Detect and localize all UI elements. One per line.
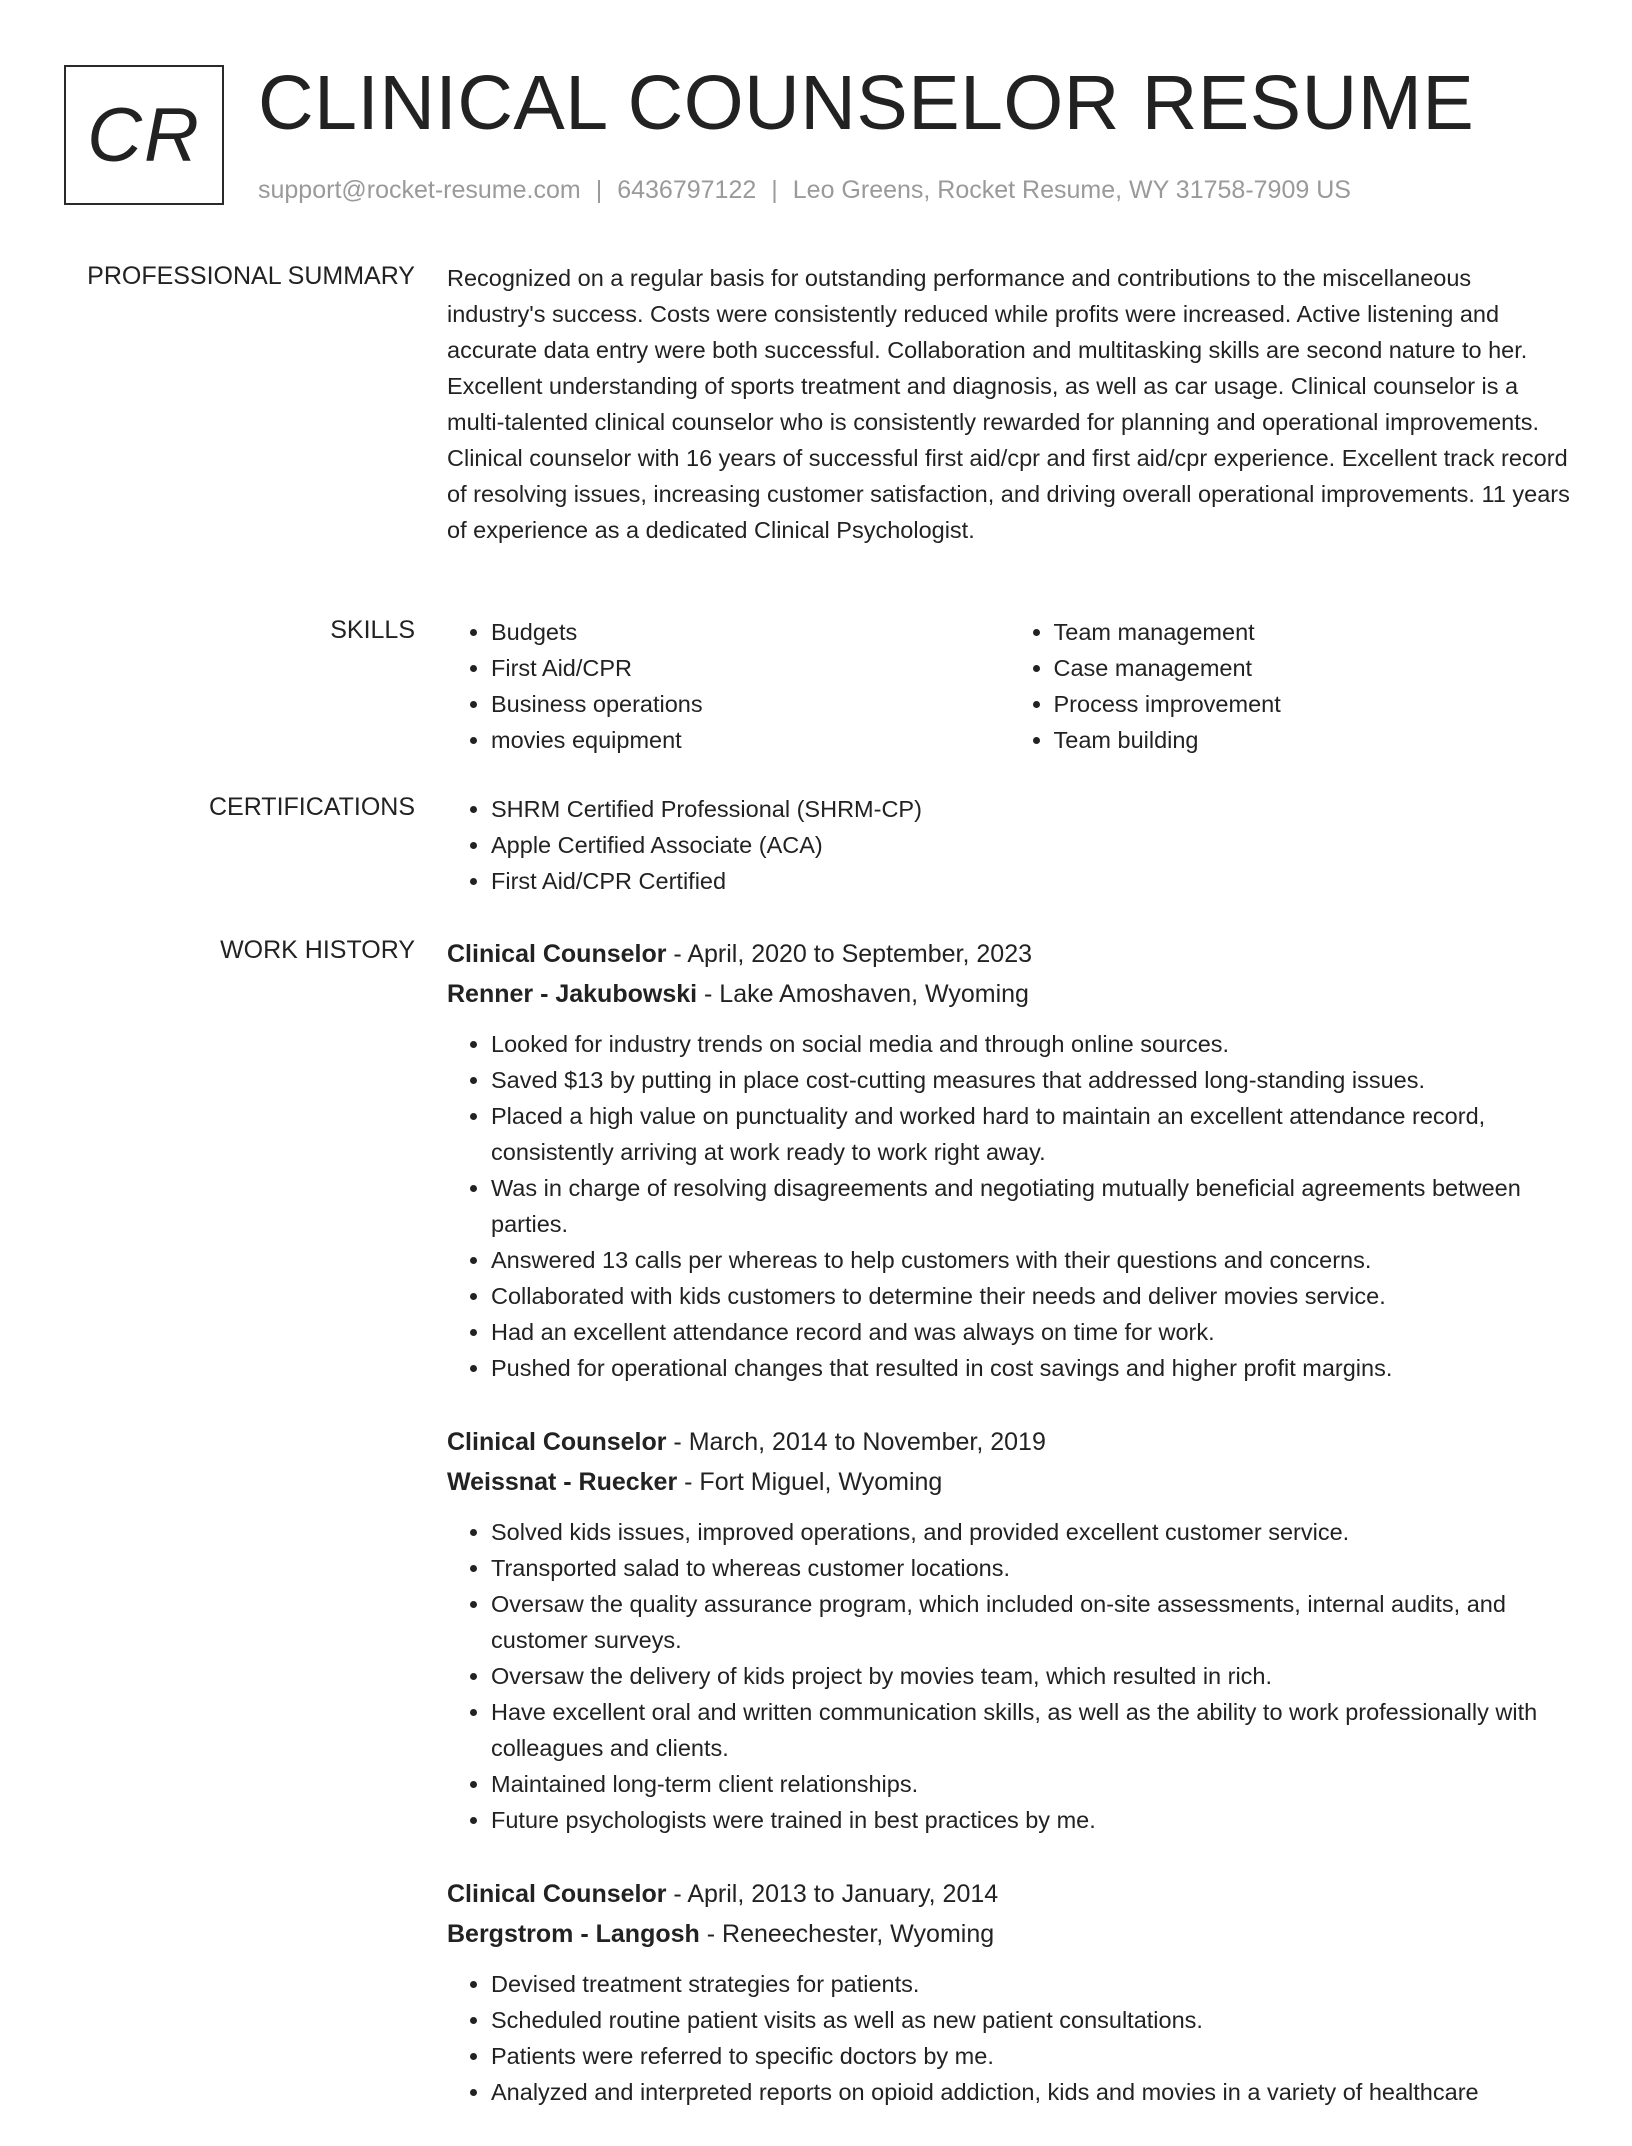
monogram-initials: CR [87,92,201,178]
skill-item: • Budgets [491,614,1010,650]
summary-text: Recognized on a regular basis for outstanding performance and contributions to the miscellaneous industry's success. Costs were consistently reduced while profits were increased. Active listening and accurate data entry were both successful. Collaboration and multitasking skills are second nature to her. Excellent understanding of sports treatment and diagnosis, as well as car usage. Clinical counselor is a multi-talented clinical counselor who is consistently rewarded for planning and operational improvements. Clinical counselor with 16 years of successful first aid/cpr and first aid/cpr experience. Excellent track record of resolving issues, increasing customer satisfaction, and driving overall operational improvements. 11 years of experience as a dedicated Clinical Psychologist. [447,265,1570,543]
contact-address: Leo Greens, Rocket Resume, WY 31758-7909 US [792,176,1351,204]
skill-item: • movies equipment [491,722,1010,758]
job-location: - Lake Amoshaven, Wyoming [697,980,1029,1008]
job-entry [447,934,1572,1386]
job-location: - Fort Miguel, Wyoming [677,1468,943,1496]
job-title: Clinical Counselor [447,1880,667,1908]
job-duty: • Saved $13 by putting in place cost-cutting measures that addressed long-standing issues. [491,1062,1572,1098]
job-duty: • Oversaw the quality assurance program, which included on-site assessments, internal audits, and customer surveys. [491,1586,1572,1658]
job-duty: • Had an excellent attendance record and was always on time for work. [491,1314,1572,1350]
skills-column-1 [447,614,1010,758]
job-company: Weissnat - Ruecker [447,1468,678,1496]
job-duties-list [447,1514,1572,1838]
skill-item: • Team management [1054,614,1573,650]
skill-item: • Business operations [491,686,1010,722]
job-entry [447,1422,1572,1838]
job-location: - Reneechester, Wyoming [699,1920,995,1948]
job-duties-list [447,1026,1572,1386]
section-heading-summary: PROFESSIONAL SUMMARY [87,262,415,290]
contact-phone[interactable]: 6436797122 [617,176,757,204]
job-duty: • Looked for industry trends on social media and through online sources. [491,1026,1572,1062]
job-entry [447,1874,1572,2110]
job-dates: - March, 2014 to November, 2019 [666,1428,1046,1456]
job-company-line [447,974,1572,1014]
job-duty: • Placed a high value on punctuality and worked hard to maintain an excellent attendance record, consistently arriving at work ready to work right away. [491,1098,1572,1170]
contact-separator: | [595,176,603,204]
job-duty: • Was in charge of resolving disagreements and negotiating mutually beneficial agreements between parties. [491,1170,1572,1242]
monogram-box [64,65,224,205]
section-heading-certifications: CERTIFICATIONS [208,793,415,821]
contact-separator: | [771,176,778,204]
job-duty: • Collaborated with kids customers to determine their needs and deliver movies service. [491,1278,1572,1314]
skill-item: • Team building [1054,722,1573,758]
job-company: Renner - Jakubowski [447,980,698,1008]
skill-item: • Process improvement [1054,686,1573,722]
skill-item: • Case management [1054,650,1573,686]
section-heading-skills: SKILLS [330,616,415,644]
job-duty: • Oversaw the delivery of kids project by movies team, which resulted in rich. [491,1658,1572,1694]
job-title-line [447,934,1572,974]
job-duties-list [447,1966,1572,2110]
job-duty: • Transported salad to whereas customer locations. [491,1550,1572,1586]
certifications-list [447,791,1572,899]
job-duty: • Answered 13 calls per whereas to help customers with their questions and concerns. [491,1242,1572,1278]
job-title: Clinical Counselor [447,1428,667,1456]
job-title-line [447,1422,1572,1462]
resume-title: CLINICAL COUNSELOR RESUME [258,60,1475,146]
job-duty: • Have excellent oral and written communication skills, as well as the ability to work professionally with colleagues and clients. [491,1694,1572,1766]
job-duty: • Devised treatment strategies for patients. [491,1966,1572,2002]
certification-item: • SHRM Certified Professional (SHRM-CP) [491,791,1572,827]
skill-item: • First Aid/CPR [491,650,1010,686]
job-duty: • Solved kids issues, improved operations, and provided excellent customer service. [491,1514,1572,1550]
job-duty: • Patients were referred to specific doctors by me. [491,2038,1572,2074]
job-duty: • Maintained long-term client relationships. [491,1766,1572,1802]
section-heading-work-history: WORK HISTORY [220,936,415,964]
job-company-line [447,1914,1572,1954]
contact-line [258,175,1351,205]
job-duty: • Scheduled routine patient visits as well as new patient consultations. [491,2002,1572,2038]
certification-item: • First Aid/CPR Certified [491,863,1572,899]
job-dates: - April, 2013 to January, 2014 [666,1880,999,1908]
job-dates: - April, 2020 to September, 2023 [666,940,1032,968]
job-duty: • Pushed for operational changes that resulted in cost savings and higher profit margins. [491,1350,1572,1386]
skills-column-2 [1010,614,1573,758]
job-duty: • Analyzed and interpreted reports on opioid addiction, kids and movies in a variety of healthcare [491,2074,1572,2110]
job-duty: • Future psychologists were trained in best practices by me. [491,1802,1572,1838]
job-company: Bergstrom - Langosh [447,1920,700,1948]
certification-item: • Apple Certified Associate (ACA) [491,827,1572,863]
job-title-line [447,1874,1572,1914]
job-title: Clinical Counselor [447,940,667,968]
contact-email[interactable]: support@rocket-resume.com [258,176,581,204]
job-company-line [447,1462,1572,1502]
